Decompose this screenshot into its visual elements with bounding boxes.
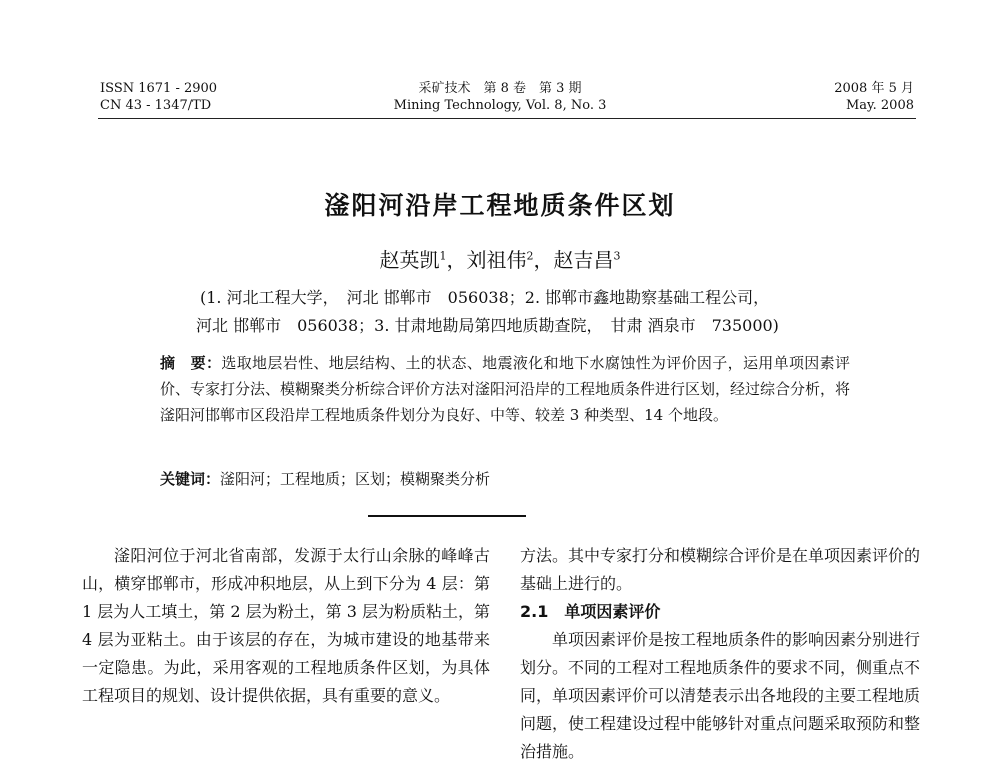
abstract: [160, 350, 850, 428]
body-paragraph: 滏阳河位于河北省南部，发源于太行山余脉的峰峰古山，横穿邯郸市，形成冲积地层，从上到下分为 4 层：第 1 层为人工填土，第 2 层为粉土，第 3 层为粉质粘土，第 4 层为亚粘土。由于该层的存在，为城市建设的地基带来一定隐患。为此，采用客观的工程地质条件区划，为具体工程项目的规划、设计提供依据，具有重要的意义。: [82, 546, 490, 705]
header-right: [834, 80, 914, 114]
author-name: 赵吉昌: [553, 248, 614, 272]
paper-title: 滏阳河沿岸工程地质条件区划: [324, 191, 676, 220]
body-paragraph: 单项因素评价是按工程地质条件的影响因素分别进行划分。不同的工程对工程地质条件的要求不同，侧重点不同，单项因素评价可以清楚表示出各地段的主要工程地质问题，使工程建设过程中能够针对重点问题采取预防和整治措施。: [520, 630, 921, 761]
body-column-right: [520, 542, 920, 766]
cn-number: CN 43 - 1347/TD: [100, 98, 212, 113]
keywords-label: 关键词：: [160, 470, 221, 488]
section-separator: [368, 515, 526, 517]
journal-cn: 采矿技术 第 8 卷 第 3 期: [418, 81, 582, 96]
keywords: [160, 466, 850, 492]
abstract-text: 选取地层岩性、地层结构、土的状态、地震液化和地下水腐蚀性为评价因子，运用单项因素评价、专家打分法、模糊聚类分析综合评价方法对滏阳河沿岸的工程地质条件进行区划，经过综合分析，将滏阳河邯郸市区段沿岸工程地质条件划分为良好、中等、较差 3 种类型、14 个地段。: [160, 354, 851, 424]
issn: ISSN 1671 - 2900: [100, 81, 218, 96]
section-heading: 2.1 单项因素评价: [520, 602, 661, 621]
keywords-text: 滏阳河；工程地质；区划；模糊聚类分析: [220, 470, 491, 488]
date-cn: 2008 年 5 月: [834, 81, 914, 96]
author-affil-mark: 1: [439, 249, 447, 263]
author-affil-mark: 3: [613, 249, 621, 263]
journal-en: Mining Technology, Vol. 8, No. 3: [393, 98, 607, 113]
author-list: 赵英凯$^1$，刘祖伟$^2$，赵吉昌$^3$: [379, 248, 621, 272]
header-divider: [98, 118, 916, 119]
date-en: May. 2008: [845, 98, 914, 113]
author-name: 赵英凯: [379, 248, 440, 272]
author-name: 刘祖伟: [466, 248, 527, 272]
affiliation-line-2: 河北 邯郸市 056038；3. 甘肃地勘局第四地质勘查院， 甘肃 酒泉市 735000): [196, 316, 779, 335]
body-column-left: [82, 542, 490, 710]
author-affil-mark: 2: [526, 249, 534, 263]
body-paragraph: 方法。其中专家打分和模糊综合评价是在单项因素评价的基础上进行的。: [520, 546, 921, 593]
affiliation-line-1: (1. 河北工程大学， 河北 邯郸市 056038；2. 邯郸市鑫地勘察基础工程公司，: [200, 288, 770, 307]
abstract-label: 摘 要：: [160, 354, 222, 372]
